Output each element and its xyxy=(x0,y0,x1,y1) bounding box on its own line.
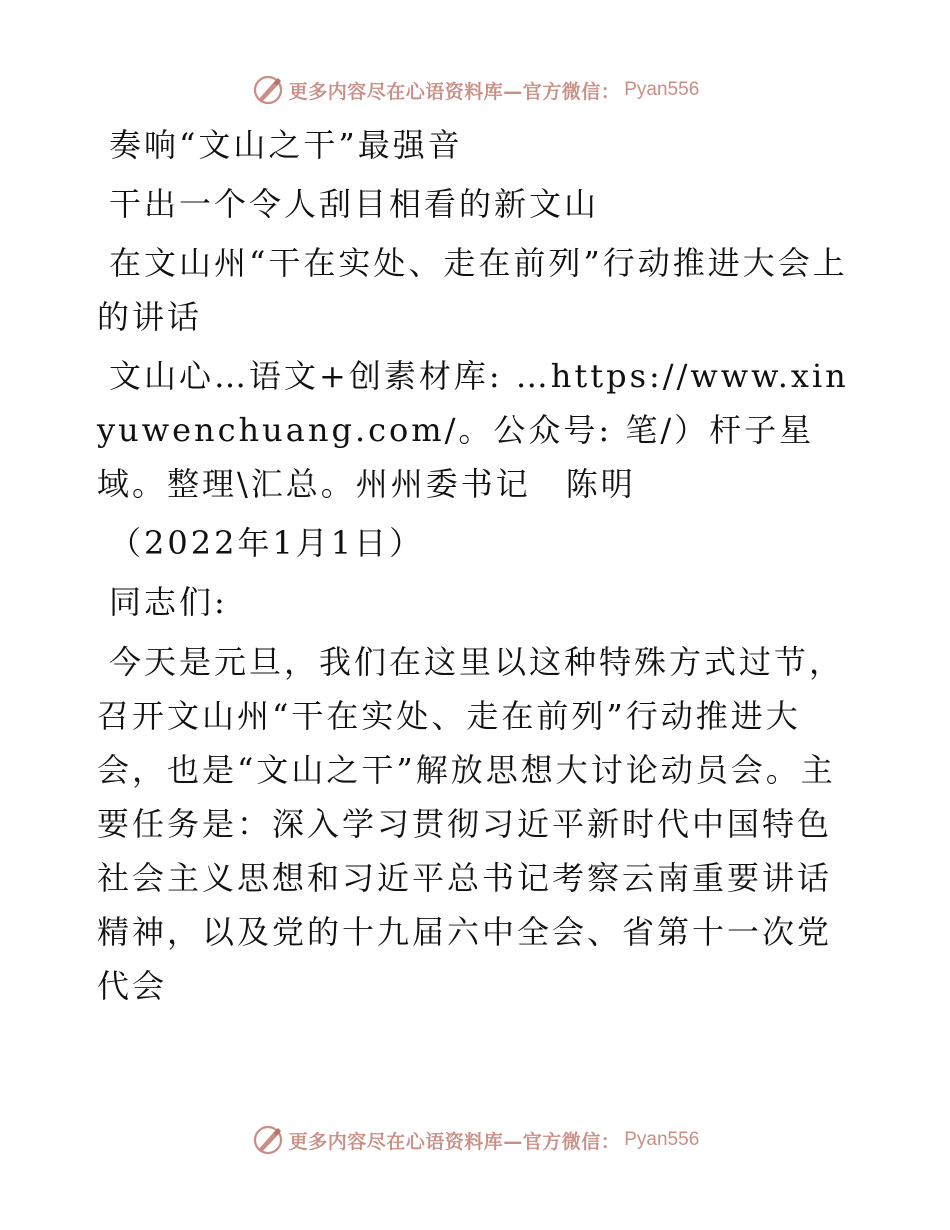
title-line-1: 奏响“文山之干”最强音 xyxy=(109,126,463,164)
banner-text: 更多内容尽在心语资料库—官方微信： xyxy=(288,80,621,103)
body-paragraph-1: 今天是元旦，我们在这里以这种特殊方式过节，召开文山州“干在实处、走在前列”行动推进大会，也是“文山之干”解放思想大讨论动员会。主要任务是：深入学习贯彻习近平新时代中国特色社会主义思想和习近平总书记考察云南重要讲话精神，以及党的十九届六中全会、省第十一次党代会 xyxy=(97,643,845,1005)
footer-watermark-banner xyxy=(0,1120,950,1160)
source-line: 文山心…语文+创素材库: …https://www.xinyuwenchuang.com/。公众号: 笔/）杆子星域。整理\汇总。州州委书记 陈明 xyxy=(97,357,849,503)
wechat-id: Pyan556 xyxy=(624,1129,700,1150)
pen-logo-icon xyxy=(251,73,285,107)
header-watermark-banner xyxy=(0,70,950,110)
title-line-2: 干出一个令人刮目相看的新文山 xyxy=(109,185,600,223)
title-line-3: 在文山州“干在实处、走在前列”行动推进大会上的讲话 xyxy=(97,244,848,336)
pen-logo-icon xyxy=(251,1123,285,1157)
date-line: （2022年1月1日） xyxy=(109,524,425,562)
banner-text: 更多内容尽在心语资料库—官方微信： xyxy=(288,1130,621,1153)
wechat-id: Pyan556 xyxy=(624,79,700,100)
document-body xyxy=(97,118,853,1018)
salutation: 同志们: xyxy=(109,583,228,621)
